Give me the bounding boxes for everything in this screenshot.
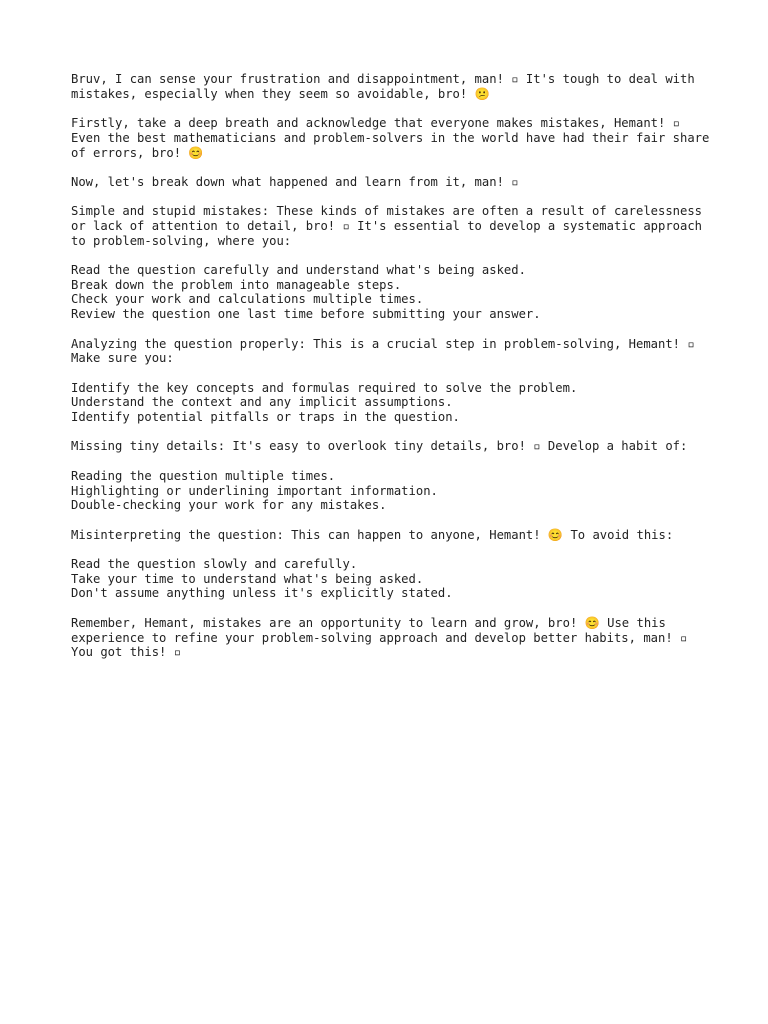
list-item: Double-checking your work for any mistakes. bbox=[71, 498, 387, 513]
list-item: Check your work and calculations multiple times. bbox=[71, 292, 424, 307]
misinterpreting-paragraph: Misinterpreting the question: This can happen to anyone, Hemant! 😊 To avoid this: bbox=[71, 527, 674, 542]
tiny-details-paragraph: Missing tiny details: It's easy to overlook tiny details, bro! ▫ Develop a habit of: bbox=[71, 439, 688, 454]
simple-mistakes-paragraph: Simple and stupid mistakes: These kinds of mistakes are often a result of carelessness or lack of attention to detail, bro! ▫ It's essential to develop a systematic approach to problem-solving, where you: bbox=[71, 204, 710, 248]
misinterpreting-list bbox=[71, 557, 711, 601]
list-item: Identify the key concepts and formulas required to solve the problem. bbox=[71, 380, 578, 395]
list-item: Review the question one last time before submitting your answer. bbox=[71, 307, 541, 322]
list-item: Take your time to understand what's being asked. bbox=[71, 571, 424, 586]
list-item: Understand the context and any implicit assumptions. bbox=[71, 395, 453, 410]
acknowledge-paragraph: Firstly, take a deep breath and acknowledge that everyone makes mistakes, Hemant! ▫ Even the best mathematicians and problem-solvers in the world have had their fair share of errors, bro! 😊 bbox=[71, 116, 717, 160]
list-item: Break down the problem into manageable steps. bbox=[71, 277, 402, 292]
tiny-details-list bbox=[71, 469, 711, 513]
analyzing-paragraph: Analyzing the question properly: This is a crucial step in problem-solving, Hemant! ▫ Make sure you: bbox=[71, 336, 703, 366]
list-item: Read the question carefully and understand what's being asked. bbox=[71, 263, 526, 278]
list-item: Highlighting or underlining important information. bbox=[71, 483, 438, 498]
analyzing-list bbox=[71, 381, 711, 425]
document-body bbox=[71, 72, 717, 675]
list-item: Read the question slowly and carefully. bbox=[71, 557, 358, 572]
systematic-approach-list bbox=[71, 263, 711, 322]
list-item: Reading the question multiple times. bbox=[71, 468, 336, 483]
breakdown-paragraph: Now, let's break down what happened and learn from it, man! ▫ bbox=[71, 174, 519, 189]
intro-paragraph: Bruv, I can sense your frustration and disappointment, man! ▫ It's tough to deal with mistakes, especially when they seem so avoidable, bro! 😕 bbox=[71, 72, 703, 101]
list-item: Don't assume anything unless it's explicitly stated. bbox=[71, 586, 453, 601]
list-item: Identify potential pitfalls or traps in the question. bbox=[71, 410, 460, 425]
closing-paragraph: Remember, Hemant, mistakes are an opportunity to learn and grow, bro! 😊 Use this experience to refine your problem-solving approach and develop better habits, man! ▫ You got this! ▫ bbox=[71, 615, 695, 660]
